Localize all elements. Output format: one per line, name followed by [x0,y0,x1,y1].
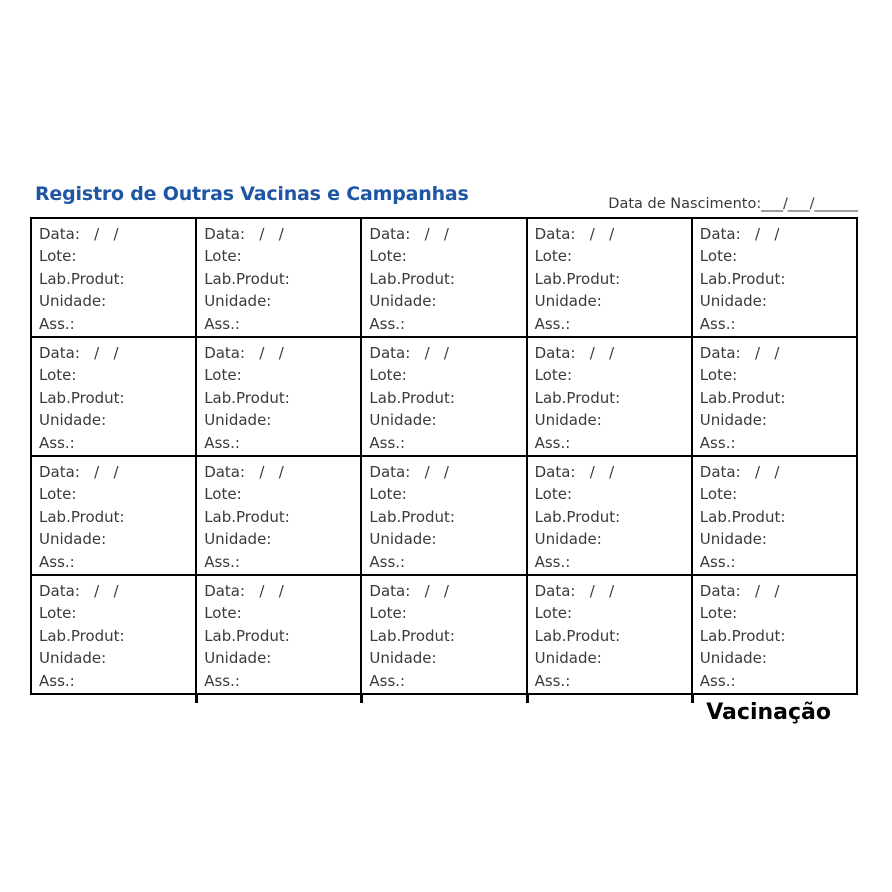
field-label: Lab.Produt: [204,626,290,645]
field-label: Data: / / [204,225,284,243]
field-label: Lote: [39,247,77,266]
field-label: Data: / / [699,225,780,243]
field-label: Ass.: [204,314,240,333]
record-cell-r4-c5 [692,575,857,694]
field-label: Lab.Produt: [534,507,621,526]
field-label: Lab.Produt: [534,388,621,407]
field-label: Ass.: [39,433,75,452]
field-label: Data: / / [534,463,615,481]
field-label: Ass.: [39,671,75,690]
field-label: Data: / / [39,582,119,600]
record-cell-r1-c5 [692,218,857,337]
column-separator-tick [691,694,694,703]
field-label: Unidade: [39,530,107,549]
field-label: Data: / / [204,582,284,600]
column-separator-tick [195,694,198,703]
field-label: Lab.Produt: [39,269,125,288]
field-label: Lab.Produt: [534,626,621,645]
record-cell-r3-c1 [31,456,196,575]
section-title-vacinacao: Vacinação [706,700,831,725]
field-label: Lote: [204,247,242,266]
field-label: Unidade: [204,411,272,430]
record-cell-r1-c1 [31,218,196,337]
field-label: Lab.Produt: [204,388,290,407]
record-cell-r2-c1 [31,337,196,456]
field-label: Lab.Produt: [39,507,125,526]
column-separator-tick [526,694,529,703]
record-cell-r3-c4 [527,456,692,575]
field-label: Lote: [204,485,242,504]
field-label: Data: / / [534,582,615,600]
field-label: Lab.Produt: [204,269,290,288]
field-label: Lab.Produt: [369,388,455,407]
field-label: Data: / / [534,225,615,243]
field-label: Data: / / [699,582,780,600]
record-cell-r1-c2 [196,218,361,337]
vaccine-record-table [30,217,858,695]
field-label: Ass.: [39,552,75,571]
field-label: Lote: [204,366,242,385]
field-label: Data: / / [369,582,449,600]
column-separator-tick [360,694,363,703]
field-label: Unidade: [204,292,272,311]
field-label: Ass.: [369,671,406,690]
record-cell-r4-c1 [31,575,196,694]
field-label: Ass.: [534,314,571,333]
field-label: Unidade: [534,411,602,430]
record-cell-r3-c3 [361,456,526,575]
field-label: Unidade: [204,649,272,668]
field-label: Ass.: [369,433,406,452]
field-label: Ass.: [699,433,736,452]
field-label: Lote: [534,247,573,266]
field-label: Ass.: [369,552,406,571]
field-label: Lote: [534,604,573,623]
field-label: Ass.: [39,314,75,333]
record-cell-r1-c3 [361,218,526,337]
field-label: Ass.: [534,552,571,571]
field-label: Data: / / [699,463,780,481]
field-label: Data: / / [204,463,284,481]
field-label: Ass.: [204,433,240,452]
field-label: Data: / / [39,344,119,362]
field-label: Ass.: [699,671,736,690]
field-label: Data: / / [369,463,449,481]
field-label: Lab.Produt: [204,507,290,526]
field-label: Lab.Produt: [39,388,125,407]
field-label: Lote: [534,366,573,385]
field-label: Ass.: [204,671,240,690]
field-label: Unidade: [534,649,602,668]
field-label: Lote: [39,604,77,623]
field-label: Lote: [369,604,407,623]
field-label: Unidade: [39,649,107,668]
record-cell-r2-c5 [692,337,857,456]
date-of-birth-field: Data de Nascimento:___/___/______ [608,196,858,212]
field-label: Unidade: [699,649,767,668]
field-label: Unidade: [369,530,437,549]
field-label: Lote: [699,604,738,623]
field-label: Lab.Produt: [369,269,455,288]
field-label: Lote: [699,366,738,385]
field-label: Data: / / [369,344,449,362]
field-label: Lote: [534,485,573,504]
field-label: Unidade: [699,411,767,430]
record-cell-r2-c3 [361,337,526,456]
field-label: Unidade: [39,411,107,430]
record-cell-r1-c4 [527,218,692,337]
field-label: Lote: [699,485,738,504]
field-label: Data: / / [204,344,284,362]
field-label: Lote: [699,247,738,266]
field-label: Unidade: [369,649,437,668]
field-label: Unidade: [699,530,767,549]
field-label: Data: / / [369,225,449,243]
field-label: Ass.: [699,552,736,571]
field-label: Unidade: [369,411,437,430]
field-label: Data: / / [534,344,615,362]
field-label: Ass.: [534,433,571,452]
field-label: Lote: [369,485,407,504]
record-cell-r2-c2 [196,337,361,456]
record-cell-r4-c2 [196,575,361,694]
field-label: Unidade: [699,292,767,311]
field-label: Data: / / [39,225,119,243]
record-cell-r4-c4 [527,575,692,694]
field-label: Unidade: [204,530,272,549]
page-title: Registro de Outras Vacinas e Campanhas [35,183,469,205]
field-label: Ass.: [204,552,240,571]
field-label: Data: / / [39,463,119,481]
field-label: Lote: [369,247,407,266]
field-label: Data: / / [699,344,780,362]
field-label: Lab.Produt: [699,507,786,526]
field-label: Lab.Produt: [534,269,621,288]
field-label: Ass.: [534,671,571,690]
field-label: Lab.Produt: [699,388,786,407]
record-cell-r3-c5 [692,456,857,575]
field-label: Lab.Produt: [39,626,125,645]
field-label: Unidade: [534,530,602,549]
field-label: Lote: [39,366,77,385]
field-label: Lote: [204,604,242,623]
field-label: Lab.Produt: [699,626,786,645]
field-label: Ass.: [699,314,736,333]
field-label: Unidade: [534,292,602,311]
record-cell-r4-c3 [361,575,526,694]
record-cell-r2-c4 [527,337,692,456]
field-label: Unidade: [369,292,437,311]
field-label: Lab.Produt: [699,269,786,288]
field-label: Lab.Produt: [369,626,455,645]
field-label: Unidade: [39,292,107,311]
field-label: Lab.Produt: [369,507,455,526]
field-label: Lote: [369,366,407,385]
field-label: Lote: [39,485,77,504]
field-label: Ass.: [369,314,406,333]
record-cell-r3-c2 [196,456,361,575]
